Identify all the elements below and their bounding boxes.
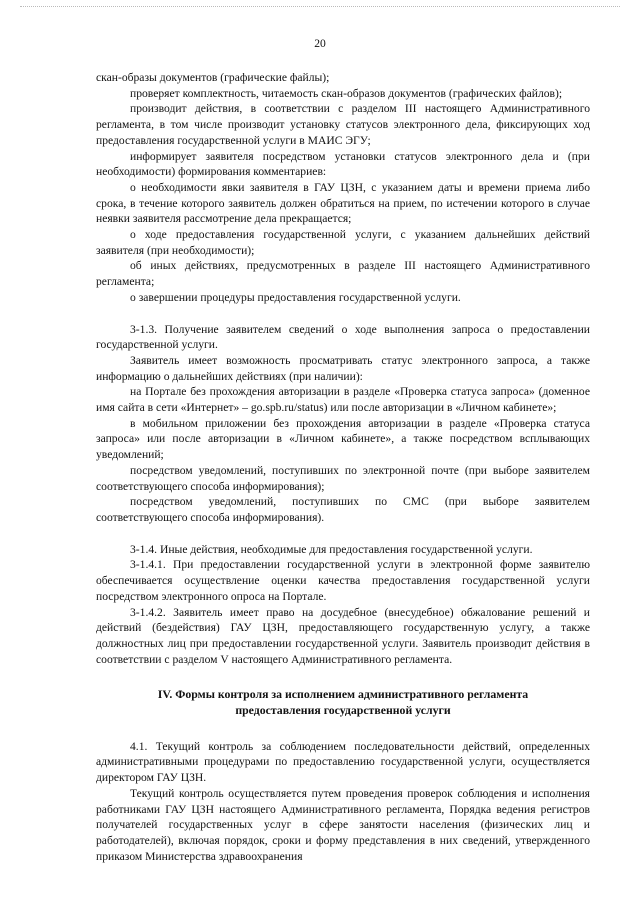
section-heading xyxy=(96,687,590,718)
paragraph: 3-1.4.1. При предоставлении государственной услуги в электронной форме заявителю обеспечивается осуществление оценки качества предоставления государственной услуги посредством электронного опроса на Портале. xyxy=(96,558,590,603)
spacer xyxy=(96,526,590,542)
paragraph: на Портале без прохождения авторизации в разделе «Проверка статуса запроса» (доменное имя сайта в сети «Интернет» – go.spb.ru/status) или после авторизации в «Личном кабинете»; xyxy=(96,385,590,415)
paragraph: об иных действиях, предусмотренных в разделе III настоящего Административного регламента; xyxy=(96,259,590,289)
section-heading-line2: предоставления государственной услуги xyxy=(235,703,451,718)
scan-top-border xyxy=(20,6,620,7)
paragraph: в мобильном приложении без прохождения авторизации в разделе «Проверка статуса запроса» или после авторизации в «Личном кабинете», а также посредством всплывающих уведомлений; xyxy=(96,416,590,462)
paragraph: 4.1. Текущий контроль за соблюдением последовательности действий, определенных административными процедурами по предоставлению государственной услуги, осуществляется директором ГАУ ЦЗН. xyxy=(96,739,590,785)
section-heading-line1: IV. Формы контроля за исполнением административного регламента xyxy=(157,687,529,702)
paragraph: 3-1.4.2. Заявитель имеет право на досудебное (внесудебное) обжалование решений и действий (бездействия) ГАУ ЦЗН, предоставляющего государственную услугу, а также должностных лиц при предоставлении государственной услуги. Заявитель производит действия в соответствии с разделом V настоящего Административного регламента. xyxy=(96,605,590,666)
spacer xyxy=(96,306,590,322)
spacer xyxy=(96,719,590,739)
paragraph: 3-1.3. Получение заявителем сведений о ходе выполнения запроса о предоставлении государственной услуги. xyxy=(96,322,590,352)
paragraph: Текущий контроль осуществляется путем проведения проверок соблюдения и исполнения работниками ГАУ ЦЗН настоящего Административного регламента, Порядка ведения регистров получателей государственных услуг в сфере занятости населения (физических лиц и работодателей), включая порядок, сроки и форму представления в них сведений, утвержденного приказом Министерства здравоохранения xyxy=(96,786,590,863)
paragraph: о завершении процедуры предоставления государственной услуги. xyxy=(130,290,461,304)
paragraph: скан-образы документов (графические файлы); xyxy=(96,71,330,84)
spacer xyxy=(96,667,590,687)
paragraph: 3-1.4. Иные действия, необходимые для предоставления государственной услуги. xyxy=(130,542,533,556)
paragraph: проверяет комплектность, читаемость скан-образов документов (графических файлов); xyxy=(130,86,563,100)
document-body xyxy=(96,70,590,864)
paragraph: информирует заявителя посредством установки статусов электронного дела и (при необходимости) формирования комментариев: xyxy=(96,149,590,179)
paragraph: посредством уведомлений, поступивших по электронной почте (при выборе заявителем соответствующего способа информирования); xyxy=(96,463,590,493)
paragraph: о необходимости явки заявителя в ГАУ ЦЗН, с указанием даты и времени приема либо срока, в течение которого заявитель должен обратиться на прием, по истечении которого в случае неявки заявителя рассмотрение дела прекращается; xyxy=(96,180,590,226)
paragraph: Заявитель имеет возможность просматривать статус электронного запроса, а также информацию о дальнейших действиях (при наличии): xyxy=(96,353,590,383)
paragraph: производит действия, в соответствии с разделом III настоящего Административного регламента, в том числе производит установку статусов электронного дела, фиксирующих ход предоставления государственной услуги в МАИС ЭГУ; xyxy=(96,102,590,147)
paragraph: посредством уведомлений, поступивших по СМС (при выборе заявителем соответствующего способа информирования). xyxy=(96,495,590,524)
paragraph: о ходе предоставления государственной услуги, с указанием дальнейших действий заявителя (при необходимости); xyxy=(96,228,590,257)
page-number: 20 xyxy=(314,37,326,50)
